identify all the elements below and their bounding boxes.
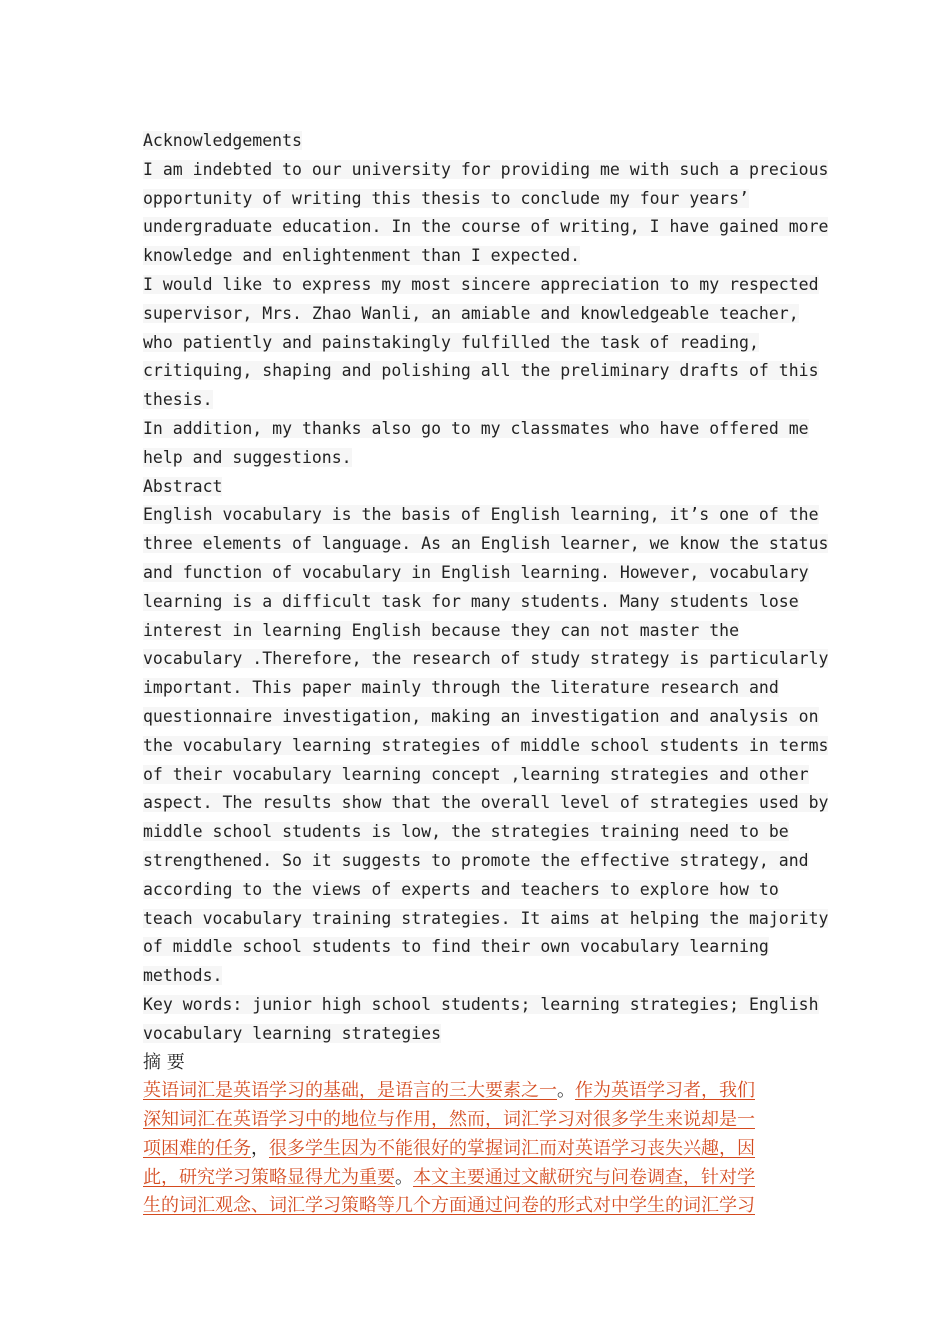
abstract-line: interest in learning English because they can not master the bbox=[143, 620, 740, 640]
abstract-line: aspect. The results show that the overall level of strategies used by bbox=[143, 793, 829, 813]
abstract-heading: Abstract bbox=[143, 476, 223, 496]
ack-line: help and suggestions. bbox=[143, 447, 352, 467]
abstract-line: strengthened. So it suggests to promote the effective strategy, and bbox=[143, 850, 809, 870]
chinese-abstract-line: 英语词汇是英语学习的基础，是语言的三大要素之一。作为英语学习者，我们 bbox=[143, 1080, 755, 1102]
ack-line: I am indebted to our university for providing me with such a precious bbox=[143, 159, 829, 179]
abstract-line: questionnaire investigation, making an investigation and analysis on bbox=[143, 706, 819, 726]
abstract-line: according to the views of experts and teachers to explore how to bbox=[143, 879, 779, 899]
ack-line: opportunity of writing this thesis to conclude my four years’ bbox=[143, 188, 749, 208]
chinese-abstract-line: 此，研究学习策略显得尤为重要。本文主要通过文献研究与问卷调查，针对学 bbox=[143, 1166, 755, 1188]
ack-line: supervisor, Mrs. Zhao Wanli, an amiable and knowledgeable teacher, bbox=[143, 303, 799, 323]
ack-line: In addition, my thanks also go to my classmates who have offered me bbox=[143, 418, 809, 438]
chinese-abstract-line bbox=[143, 1106, 818, 1135]
abstract-line: vocabulary .Therefore, the research of study strategy is particularly bbox=[143, 649, 829, 669]
revision-text: 作为英语学习者，我们 bbox=[575, 1080, 755, 1102]
abstract-line: methods. bbox=[143, 966, 223, 986]
chinese-abstract-heading: 摘 要 bbox=[143, 1051, 185, 1073]
abstract-line: the vocabulary learning strategies of middle school students in terms bbox=[143, 735, 829, 755]
revision-text: 英语词汇是英语学习的基础，是语言的三大要素之一 bbox=[143, 1080, 557, 1102]
revision-text: 很多学生因为不能很好的掌握词汇而对英语学习丧失兴趣，因 bbox=[269, 1137, 755, 1159]
keywords-line: vocabulary learning strategies bbox=[143, 1023, 442, 1043]
revision-text: 本文主要通过文献研究与问卷调查，针对学 bbox=[413, 1166, 755, 1188]
abstract-line: of their vocabulary learning concept ,learning strategies and other bbox=[143, 764, 809, 784]
abstract-line: middle school students is low, the strategies training need to be bbox=[143, 822, 789, 842]
ack-line: knowledge and enlightenment than I expected. bbox=[143, 246, 581, 266]
ack-line: critiquing, shaping and polishing all the preliminary drafts of this bbox=[143, 361, 819, 381]
abstract-line: important. This paper mainly through the literature research and bbox=[143, 678, 779, 698]
revision-text: 项困难的任务 bbox=[143, 1137, 251, 1159]
abstract-line: and function of vocabulary in English learning. However, vocabulary bbox=[143, 562, 809, 582]
revision-text: 深知词汇在英语学习中的地位与作用，然而，词汇学习对很多学生来说却是一 bbox=[143, 1109, 755, 1131]
revision-text: 生的词汇观念、词汇学习策略等几个方面通过问卷的形式对中学生的词汇学习 bbox=[143, 1195, 755, 1217]
keywords-line: Key words: junior high school students; learning strategies; English bbox=[143, 994, 819, 1014]
chinese-abstract-line: 项困难的任务，很多学生因为不能很好的掌握词汇而对英语学习丧失兴趣，因 bbox=[143, 1137, 755, 1159]
abstract-line: English vocabulary is the basis of English learning, it’s one of the bbox=[143, 505, 819, 525]
abstract-line: learning is a difficult task for many students. Many students lose bbox=[143, 591, 799, 611]
abstract-line: teach vocabulary training strategies. It aims at helping the majority bbox=[143, 908, 829, 928]
document-page bbox=[143, 127, 829, 1221]
revision-text: 此，研究学习策略显得尤为重要 bbox=[143, 1166, 395, 1188]
ack-line: thesis. bbox=[143, 390, 213, 410]
abstract-line: of middle school students to find their own vocabulary learning bbox=[143, 937, 769, 957]
ack-line: I would like to express my most sincere appreciation to my respected bbox=[143, 274, 819, 294]
acknowledgements-heading: Acknowledgements bbox=[143, 131, 302, 150]
abstract-line: three elements of language. As an English learner, we know the status bbox=[143, 534, 829, 554]
chinese-abstract-line bbox=[143, 1192, 818, 1221]
ack-line: undergraduate education. In the course of writing, I have gained more bbox=[143, 217, 829, 237]
ack-line: who patiently and painstakingly fulfilled the task of reading, bbox=[143, 332, 759, 352]
